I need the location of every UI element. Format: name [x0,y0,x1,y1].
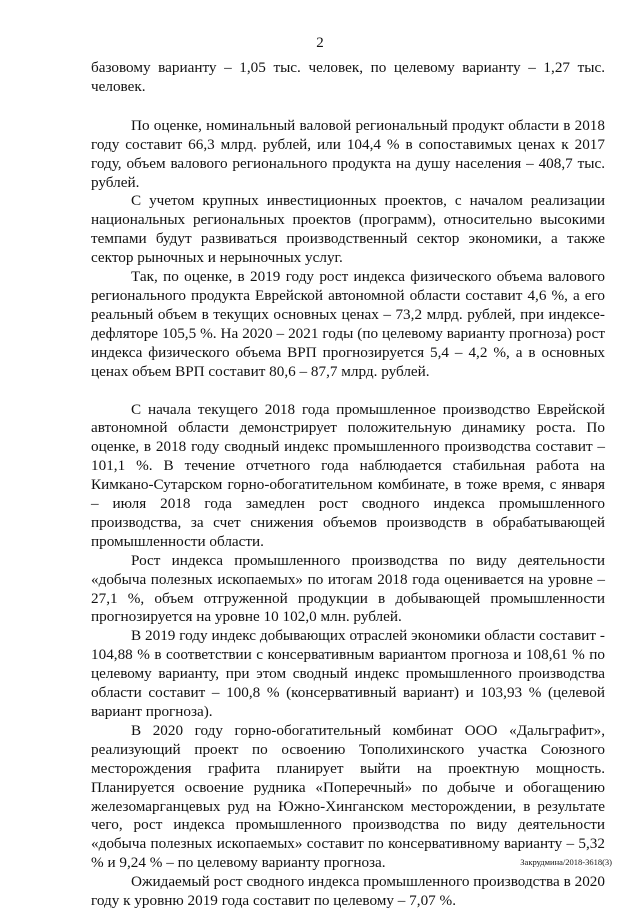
paragraph-mining-index: Рост индекса промышленного производства по виду деятельности «добыча полезных ископаемых» по итогам 2018 года оценивается на уровне – 27,1 %, объем отгруженной продукции в добывающей промышленности прогнозируется на уровне 10 102,0 млн. рублей. [91,551,605,626]
paragraph-2020-dalgrafit: В 2020 году горно-обогатительный комбинат ООО «Дальграфит», реализующий проект по освоению Тополихинского участка Союзного месторождения графита планирует выйти на проектную мощность. Планируется освоение рудника «Поперечный» по добыче и обогащению железомарганцевых руд на Южно-Хинганском месторождении, в результате чего, рост индекса промышленного производства по виду деятельности «добыча полезных ископаемых» составит по консервативному варианту – 5,32 % и 9,24 % – по целевому варианту прогноза. [91,721,605,872]
footer-document-code: Закрудмина/2018-3618(3) [520,857,612,867]
paragraph-2020-expected-growth: Ожидаемый рост сводного индекса промышленного производства в 2020 году к уровню 2019 года составит по целевому – 7,07 %. [91,873,605,910]
paragraph-grp-forecast: Так, по оценке, в 2019 году рост индекса физического объема валового регионального продукта Еврейской автономной области составит 4,6 %, а его реальный объем в текущих основных ценах – 73,2 млрд. рублей, при индексе-дефляторе 105,5 %. На 2020 – 2021 годы (по целевому варианту прогноза) рост индекса физического объема ВРП прогнозируется 5,4 – 4,2 %, а в основных ценах объем ВРП составит 80,6 – 87,7 млрд. рублей. [91,268,605,380]
paragraph-population-continuation: базовому варианту – 1,05 тыс. человек, по целевому варианту – 1,27 тыс. человек. [91,59,605,95]
paragraph-2019-mining: В 2019 году индекс добывающих отраслей экономики области составит - 104,88 % в соответствии с консервативным вариантом прогноза и 108,61 % по целевому варианту, при этом сводный индекс промышленного производства области составит – 100,8 % (консервативный вариант) и 103,93 % (целевой вариант прогноза). [91,627,605,720]
paragraph-investment-projects: С учетом крупных инвестиционных проектов, с началом реализации национальных региональных проектов (программ), относительно высокими темпами будут развиваться производственный сектор экономики, а также сектор рыночных и нерыночных услуг. [91,192,605,267]
paragraph-industrial-production: С начала текущего 2018 года промышленное производство Еврейской автономной области демонстрирует положительную динамику роста. По оценке, в 2018 году сводный индекс промышленного производства составит – 101,1 %. В течение отчетного года наблюдается стабильная работа на Кимкано-Сутарском горно-обогатительном комбинате, в тоже время, с января – июля 2018 года замедлен рост сводного индекса промышленного производства, за счет снижения объемов производств в обрабатывающей промышленности области. [91,400,605,550]
page-number: 2 [316,35,324,51]
paragraph-grp-estimate: По оценке, номинальный валовой региональный продукт области в 2018 году составит 66,3 млрд. рублей, или 104,4 % в сопоставимых ценах к 2017 году, объем валового регионального продукта на душу населения – 408,7 тыс. рублей. [91,116,605,191]
document-body [91,59,605,911]
